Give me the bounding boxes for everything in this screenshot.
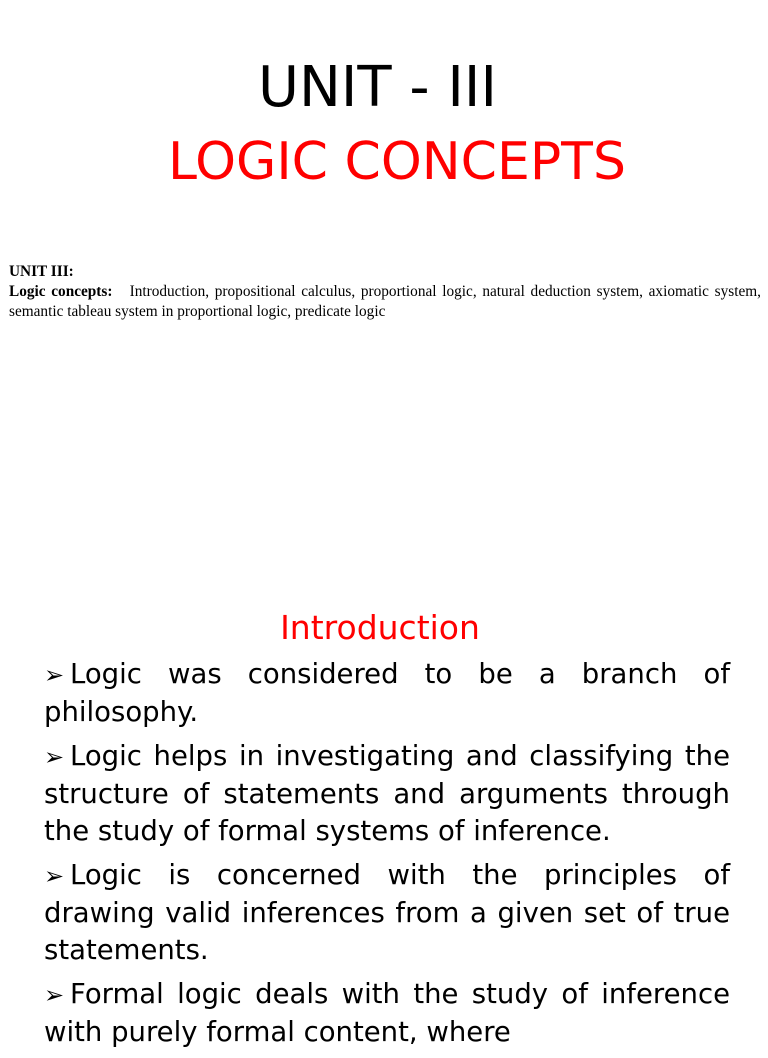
arrow-bullet-icon: ➢ bbox=[44, 981, 65, 1009]
syllabus-block bbox=[9, 262, 761, 322]
bullet-list bbox=[44, 656, 730, 1058]
bullet-text: Logic is concerned with the principles of drawing valid inferences from a given set of true statements. bbox=[44, 859, 730, 966]
syllabus-heading: UNIT III: bbox=[9, 263, 74, 280]
bullet-text: Logic was considered to be a branch of philosophy. bbox=[44, 658, 730, 728]
bullet-item bbox=[44, 857, 730, 969]
syllabus-text: Introduction, propositional calculus, proportional logic, natural deduction system, axiomatic system, semantic tableau system in proportional logic, predicate logic bbox=[9, 283, 761, 320]
topic-title: LOGIC CONCEPTS bbox=[168, 132, 626, 192]
bullet-item bbox=[44, 976, 730, 1051]
arrow-bullet-icon: ➢ bbox=[44, 661, 65, 689]
section-title: Introduction bbox=[280, 608, 480, 647]
bullet-text: Logic helps in investigating and classifying the structure of statements and arguments through the study of formal systems of inference. bbox=[44, 740, 730, 847]
arrow-bullet-icon: ➢ bbox=[44, 743, 65, 771]
syllabus-body bbox=[9, 282, 761, 322]
arrow-bullet-icon: ➢ bbox=[44, 862, 65, 890]
unit-title: UNIT - III bbox=[258, 55, 497, 120]
syllabus-label: Logic concepts: bbox=[9, 283, 113, 300]
bullet-text: Formal logic deals with the study of inference with purely formal content, where bbox=[44, 978, 730, 1048]
bullet-item bbox=[44, 738, 730, 850]
bullet-item bbox=[44, 656, 730, 731]
